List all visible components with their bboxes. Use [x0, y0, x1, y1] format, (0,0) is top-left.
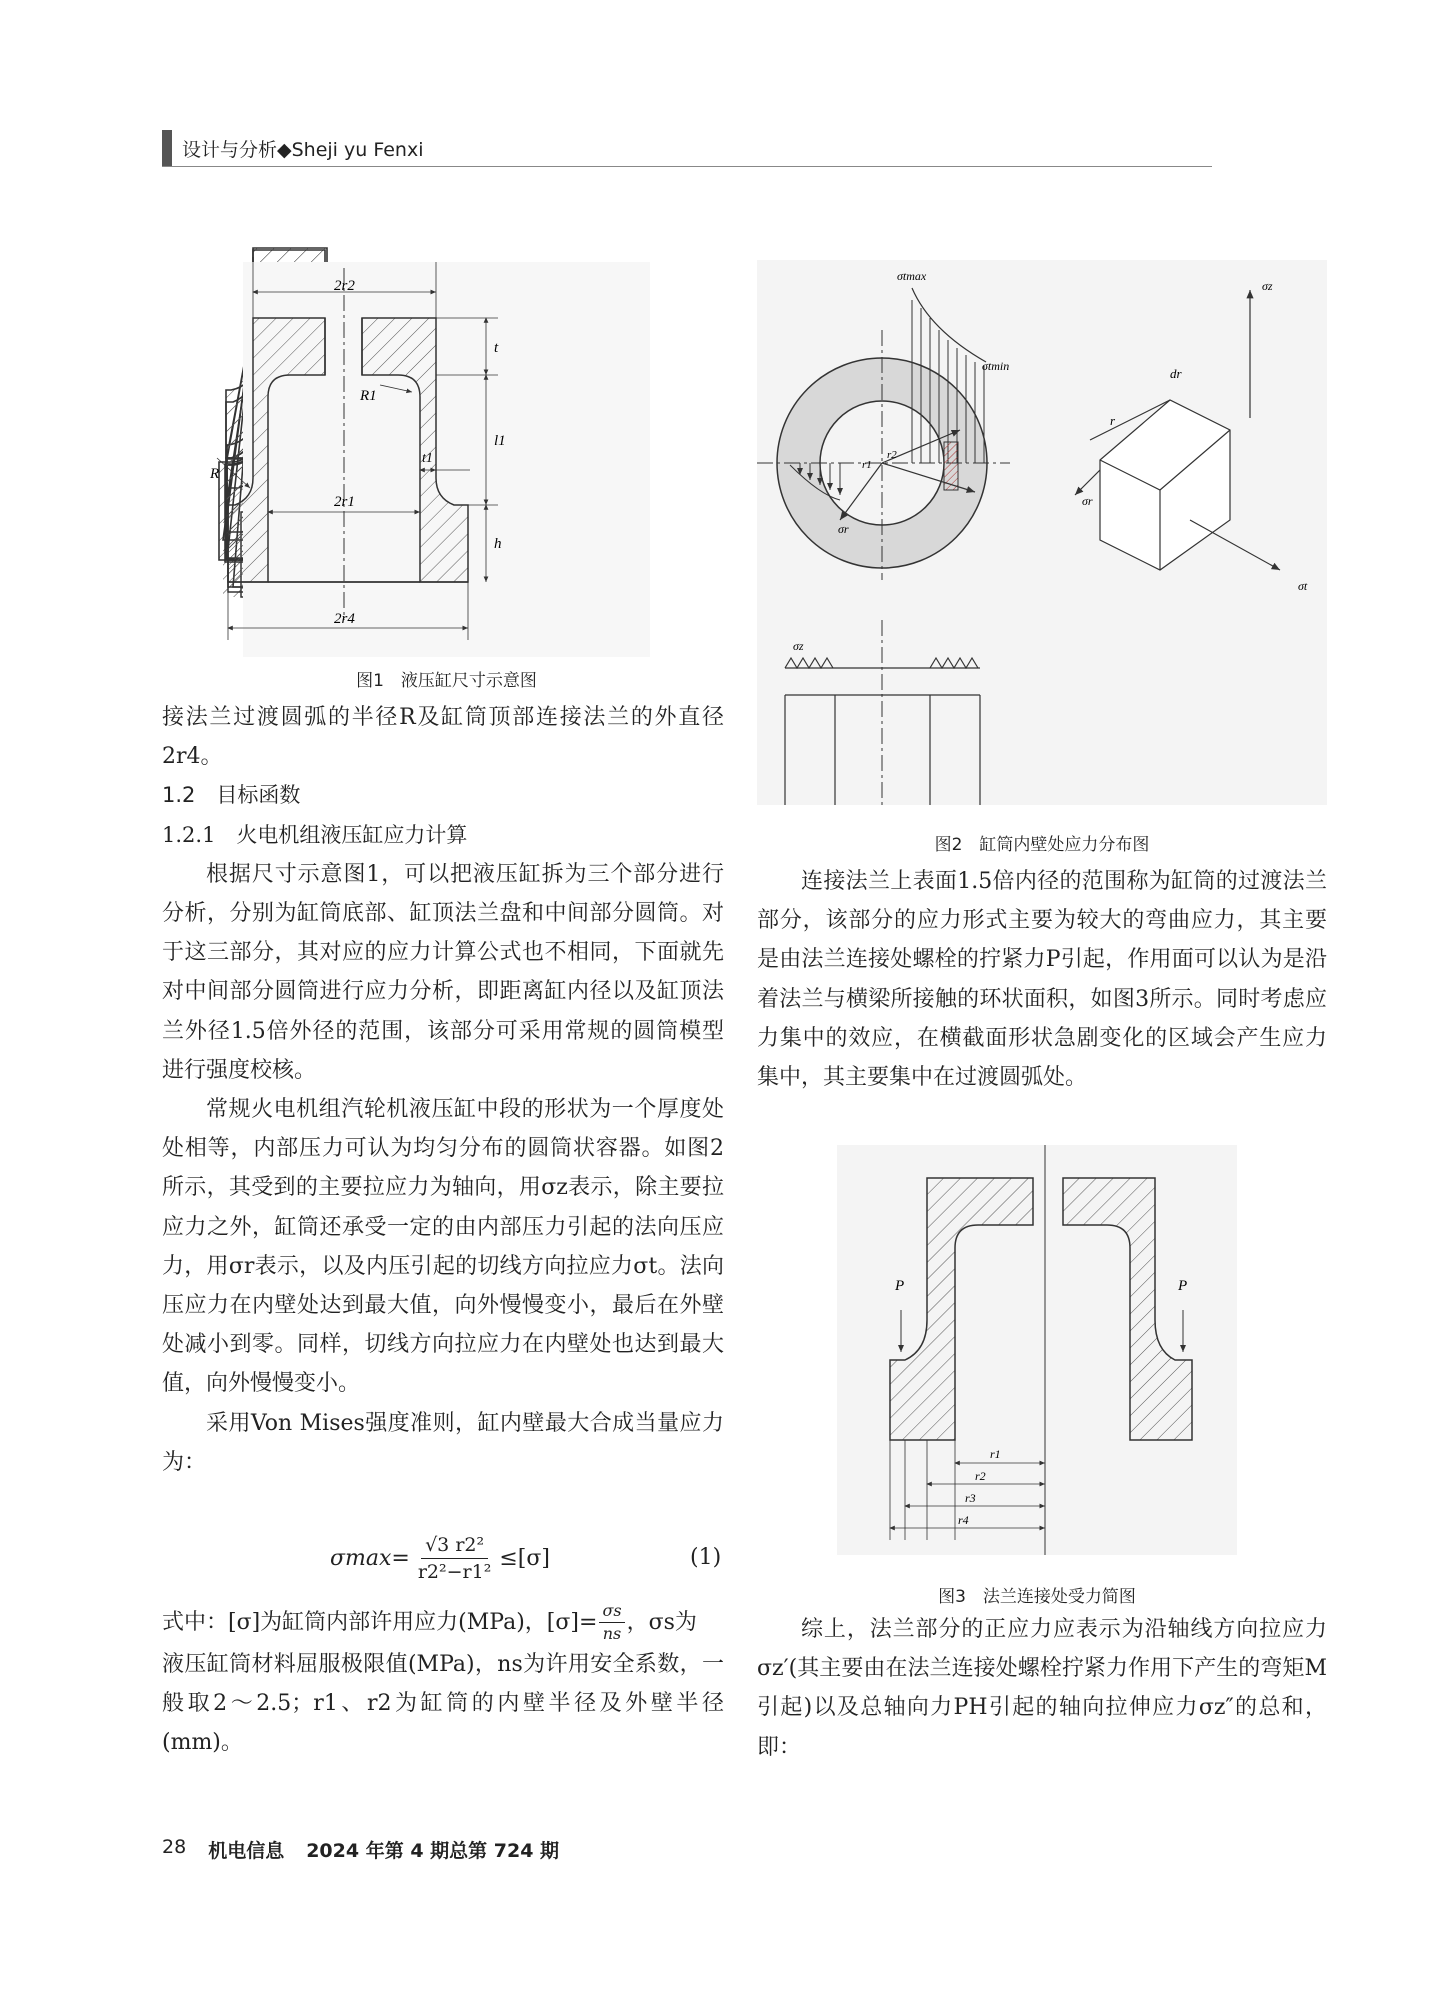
fig3-label-r2: r2 [975, 1469, 986, 1483]
left-para-2: 常规火电机组汽轮机液压缸中段的形状为一个厚度处处相等，内部压力可认为均匀分布的圆筒状容器。如图2所示，其受到的主要拉应力为轴向，用σz表示，除主要拉应力之外，缸筒还承受一定的由内部压力引起的法向压应力，用σr表示，以及内压引起的切线方向拉应力σt。法向压应力在内壁处达到最大值，向外慢慢变小，最后在外壁处减小到零。同样，切线方向拉应力在内壁处也达到最大值，向外慢慢变小。 [162, 1097, 724, 1397]
fig2-label-stmin: σtmin [982, 359, 1010, 373]
figure-1-final-layer [210, 262, 650, 657]
fig2-label-sr: σr [838, 522, 849, 536]
fig2-label-stmax: σtmax [897, 269, 927, 283]
fig1-label-R: R [210, 466, 220, 482]
fig2-label-r2: r2 [887, 449, 897, 461]
fig1-label-t: t [494, 340, 499, 356]
left-para-4b: ，σs为 [626, 1609, 697, 1635]
cyl-left-wall [228, 318, 325, 582]
fig3-label-p-right: P [1178, 1278, 1188, 1294]
fig1-label-R1: R1 [360, 388, 377, 404]
figure-3 [837, 1145, 1237, 1555]
fig2-label-sr2: σr [1082, 494, 1093, 508]
figure-2 [757, 260, 1327, 805]
fig2-label-st: σt [1298, 579, 1308, 593]
header-bar [162, 130, 172, 166]
formula-1-denominator: r2²−r1² [417, 1561, 492, 1583]
fig3-label-r1: r1 [990, 1447, 1001, 1461]
flange-left-wall [890, 1178, 1033, 1440]
fig1-label-2r1: 2r1 [334, 494, 355, 510]
fig1-label-t1: t1 [422, 451, 433, 466]
right-column-upper [757, 862, 1327, 1097]
formula-1-lhs: σmax= [330, 1546, 410, 1571]
fig2-label-r1: r1 [862, 459, 872, 471]
page-footer [162, 1836, 559, 1863]
fig1-label-l1: l1 [494, 433, 506, 449]
figure-1-final-layer-svg [210, 262, 650, 657]
cyl-right-wall [362, 318, 468, 582]
section-1-2-1: 1.2.1 火电机组液压缸应力计算 [162, 822, 468, 847]
figure-2-svg [757, 260, 1327, 805]
fig1-label-2r4: 2r4 [334, 611, 355, 627]
right-column-lower [757, 1610, 1327, 1767]
figure-3-caption: 图3 法兰连接处受力简图 [938, 1587, 1136, 1607]
left-para-1: 根据尺寸示意图1，可以把液压缸拆为三个部分进行分析，分别为缸筒底部、缸顶法兰盘和中间部分圆筒。对于这三部分，其对应的应力计算公式也不相同，下面就先对中间部分圆筒进行应力分析，即距离缸内径以及缸顶法兰外径1.5倍外径的范围，该部分可采用常规的圆筒模型进行强度校核。 [162, 861, 724, 1083]
formula-1-fraction [414, 1532, 496, 1585]
left-column [162, 698, 724, 1482]
left-column-lower [162, 1600, 724, 1763]
fig2-label-dr: dr [1170, 366, 1182, 381]
left-para-4a: 式中：[σ]为缸筒内部许用应力(MPa)，[σ]= [162, 1609, 598, 1635]
figure-2-caption: 图2 缸筒内壁处应力分布图 [934, 835, 1150, 855]
sigma-fraction-den: ns [602, 1624, 622, 1643]
fig2-label-sz: σz [1262, 279, 1273, 293]
formula-1 [330, 1532, 550, 1585]
sigma-fraction [599, 1600, 624, 1645]
figure-3-svg [837, 1145, 1237, 1555]
sigma-fraction-num: σs [599, 1600, 624, 1623]
fig2-label-r: r [1110, 413, 1116, 428]
fig3-label-r3: r3 [965, 1491, 976, 1505]
formula-1-number: (1) [690, 1545, 722, 1570]
fig3-label-p-left: P [895, 1278, 905, 1294]
formula-1-numerator: √3 r2² [421, 1532, 488, 1559]
left-para-0: 接法兰过渡圆弧的半径R及缸筒顶部连接法兰的外直径2r4。 [162, 705, 724, 770]
header-text: 设计与分析◆Sheji yu Fenxi [182, 138, 424, 161]
left-para-4 [162, 1600, 724, 1645]
page-number: 28 [162, 1836, 187, 1858]
stress-element [1075, 290, 1280, 570]
journal-name: 机电信息 [208, 1840, 285, 1862]
header-rule [162, 166, 1212, 167]
left-para-3: 采用Von Mises强度准则，缸内壁最大合成当量应力为： [162, 1410, 724, 1475]
fig1-label-h: h [494, 536, 502, 552]
fig3-label-r4: r4 [958, 1513, 969, 1527]
flange-right-wall [1063, 1178, 1192, 1440]
right-para-2: 综上，法兰部分的正应力应表示为沿轴线方向拉应力σz′(其主要由在法兰连接处螺栓拧紧力作用下产生的弯矩M引起)以及总轴向力PH引起的轴向拉伸应力σz″的总和，即： [757, 1617, 1327, 1760]
figure-1-caption: 图1 液压缸尺寸示意图 [356, 671, 537, 691]
formula-1-rhs: ≤[σ] [499, 1546, 550, 1571]
section-1-2: 1.2 目标函数 [162, 783, 301, 808]
right-para-1: 连接法兰上表面1.5倍内径的范围称为缸筒的过渡法兰部分，该部分的应力形式主要为较大的弯曲应力，其主要是由法兰连接处螺栓的拧紧力P引起，作用面可以认为是沿着法兰与横梁所接触的环状面积，如图3所示。同时考虑应力集中的效应，在横截面形状急剧变化的区域会产生应力集中，其主要集中在过渡圆弧处。 [757, 869, 1327, 1091]
left-para-5: 液压缸筒材料屈服极限值(MPa)，ns为许用安全系数，一般取2～2.5；r1、r2为缸筒的内壁半径及外壁半径(mm)。 [162, 1652, 724, 1756]
fig2-label-sz2: σz [793, 639, 804, 653]
issue-info: 2024 年第 4 期总第 724 期 [306, 1840, 560, 1862]
fig1-label-2r2: 2r2 [334, 278, 355, 294]
running-header [162, 130, 423, 166]
